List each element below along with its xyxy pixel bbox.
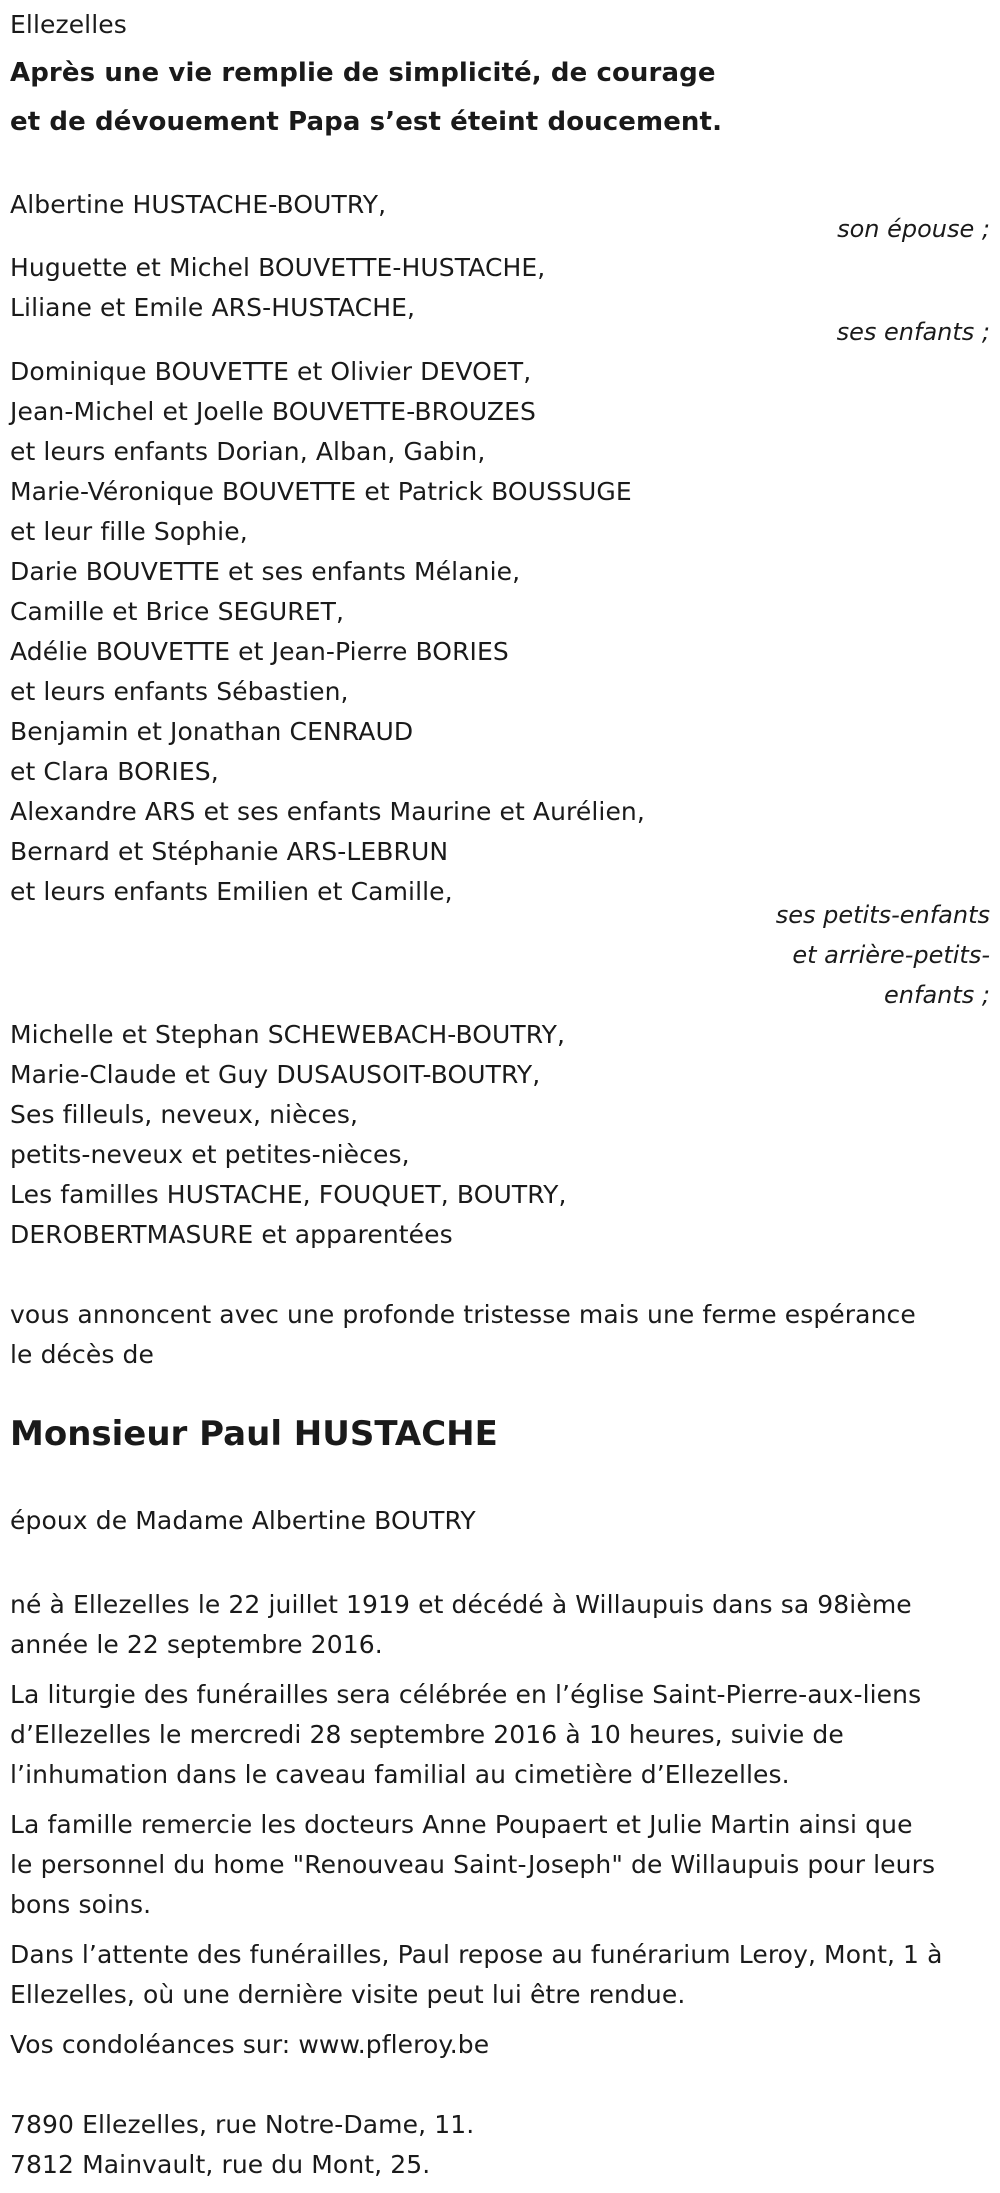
spouse-of: époux de Madame Albertine BOUTRY bbox=[10, 1506, 476, 1535]
address-line-1: 7890 Ellezelles, rue Notre-Dame, 11. bbox=[10, 2110, 475, 2139]
grandchildren-line-5: et leur fille Sophie, bbox=[10, 517, 248, 546]
family-line-1: Michelle et Stephan SCHEWEBACH-BOUTRY, bbox=[10, 1020, 566, 1049]
deceased-name: Monsieur Paul HUSTACHE bbox=[10, 1414, 498, 1454]
birth-line-2: année le 22 septembre 2016. bbox=[10, 1630, 383, 1659]
grandchildren-line-7: Camille et Brice SEGURET, bbox=[10, 597, 345, 626]
grandchildren-line-11: et Clara BORIES, bbox=[10, 757, 219, 786]
liturgy-line-2: d’Ellezelles le mercredi 28 septembre 2016 à 10 heures, suivie de bbox=[10, 1720, 844, 1749]
condolences: Vos condoléances sur: www.pfleroy.be bbox=[10, 2030, 490, 2059]
thanks-line-2: le personnel du home "Renouveau Saint-Joseph" de Willaupuis pour leurs bbox=[10, 1850, 936, 1879]
family-line-3: Ses filleuls, neveux, nièces, bbox=[10, 1100, 359, 1129]
grandchildren-line-6: Darie BOUVETTE et ses enfants Mélanie, bbox=[10, 557, 521, 586]
intro-line-2: et de dévouement Papa s’est éteint doucement. bbox=[10, 107, 723, 137]
children-line-1: Huguette et Michel BOUVETTE-HUSTACHE, bbox=[10, 253, 546, 282]
thanks-line-1: La famille remercie les docteurs Anne Poupaert et Julie Martin ainsi que bbox=[10, 1810, 913, 1839]
announce-line-1: vous annoncent avec une profonde tristesse mais une ferme espérance bbox=[10, 1300, 916, 1329]
children-line-2: Liliane et Emile ARS-HUSTACHE, bbox=[10, 293, 416, 322]
grandchildren-role-1: ses petits-enfants bbox=[775, 901, 990, 929]
rest-line-2: Ellezelles, où une dernière visite peut lui être rendue. bbox=[10, 1980, 686, 2009]
grandchildren-line-9: et leurs enfants Sébastien, bbox=[10, 677, 349, 706]
grandchildren-line-13: Bernard et Stéphanie ARS-LEBRUN bbox=[10, 837, 449, 866]
liturgy-line-1: La liturgie des funérailles sera célébrée en l’église Saint-Pierre-aux-liens bbox=[10, 1680, 922, 1709]
intro-line-1: Après une vie remplie de simplicité, de courage bbox=[10, 58, 716, 88]
family-line-6: DEROBERTMASURE et apparentées bbox=[10, 1220, 453, 1249]
family-line-2: Marie-Claude et Guy DUSAUSOIT-BOUTRY, bbox=[10, 1060, 541, 1089]
grandchildren-role-3: enfants ; bbox=[884, 981, 990, 1009]
rest-line-1: Dans l’attente des funérailles, Paul repose au funérarium Leroy, Mont, 1 à bbox=[10, 1940, 943, 1969]
grandchildren-line-3: et leurs enfants Dorian, Alban, Gabin, bbox=[10, 437, 486, 466]
grandchildren-line-10: Benjamin et Jonathan CENRAUD bbox=[10, 717, 414, 746]
thanks-line-3: bons soins. bbox=[10, 1890, 152, 1919]
wife-role: son épouse ; bbox=[837, 215, 990, 243]
grandchildren-line-4: Marie-Véronique BOUVETTE et Patrick BOUSSUGE bbox=[10, 477, 632, 506]
wife-name: Albertine HUSTACHE-BOUTRY, bbox=[10, 190, 387, 219]
grandchildren-role-2: et arrière-petits- bbox=[792, 941, 990, 969]
grandchildren-line-14: et leurs enfants Emilien et Camille, bbox=[10, 877, 453, 906]
children-role: ses enfants ; bbox=[836, 318, 990, 346]
grandchildren-line-12: Alexandre ARS et ses enfants Maurine et Aurélien, bbox=[10, 797, 645, 826]
family-line-5: Les familles HUSTACHE, FOUQUET, BOUTRY, bbox=[10, 1180, 567, 1209]
grandchildren-line-2: Jean-Michel et Joelle BOUVETTE-BROUZES bbox=[10, 397, 536, 426]
family-line-4: petits-neveux et petites-nièces, bbox=[10, 1140, 410, 1169]
liturgy-line-3: l’inhumation dans le caveau familial au cimetière d’Ellezelles. bbox=[10, 1760, 790, 1789]
birth-line-1: né à Ellezelles le 22 juillet 1919 et décédé à Willaupuis dans sa 98ième bbox=[10, 1590, 912, 1619]
grandchildren-line-8: Adélie BOUVETTE et Jean-Pierre BORIES bbox=[10, 637, 509, 666]
address-line-2: 7812 Mainvault, rue du Mont, 25. bbox=[10, 2150, 431, 2179]
grandchildren-line-1: Dominique BOUVETTE et Olivier DEVOET, bbox=[10, 357, 532, 386]
announce-line-2: le décès de bbox=[10, 1340, 154, 1369]
town-header: Ellezelles bbox=[10, 10, 127, 39]
